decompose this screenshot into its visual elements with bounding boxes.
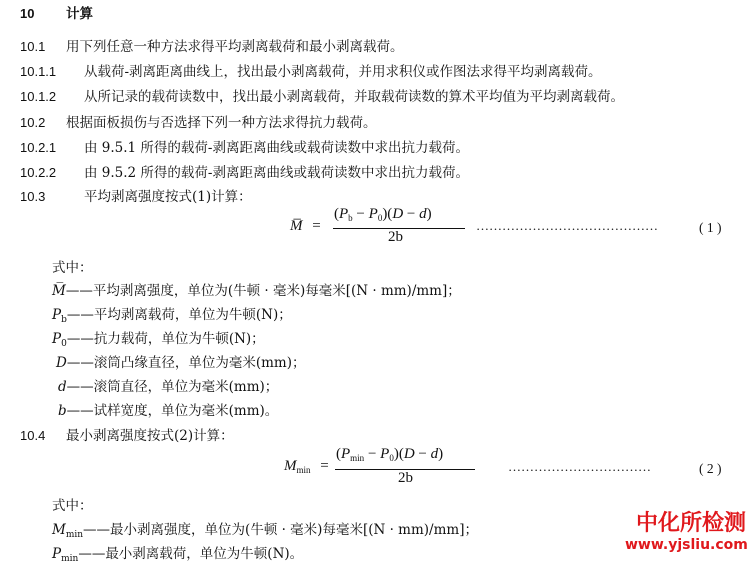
formula-2-numerator: $(P_{min} - P_0)(D - d)$ [336, 446, 444, 463]
clause-number: 10.1.2 [20, 89, 57, 104]
clause-text: 从载荷-剥离距离曲线上，找出最小剥离载荷，并用求积仪或作图法求得平均剥离载荷。 [84, 64, 602, 80]
clause-10-1-1 [20, 62, 602, 82]
clause-number: 10.1.1 [20, 64, 57, 79]
clause-number: 10.3 [20, 189, 46, 204]
formula-2-lhs: $M_{min}$ = [284, 458, 329, 475]
section-title: 计算 [66, 6, 93, 22]
def-min-load: $P_{min}——$最小剥离载荷，单位为牛顿(N)。 [52, 546, 304, 564]
clause-10-2 [20, 113, 377, 133]
clause-10-1-2 [20, 87, 624, 107]
where-label-1: 式中： [52, 260, 93, 276]
clause-text: 由 9.5.2 所得的载荷-剥离距离曲线或载荷读数中求出抗力载荷。 [84, 165, 469, 181]
formula-2-tag: ( 2 ) [699, 461, 722, 476]
clause-10-4 [20, 426, 234, 446]
clause-text: 平均剥离强度按式(1)计算： [84, 189, 252, 205]
formula-1-leader-dots: …………………………………… [476, 218, 658, 233]
formula-1-lhs: M̅ = [290, 218, 321, 234]
clause-10-2-2 [20, 163, 469, 183]
formula-2-denominator: 2b [398, 470, 413, 486]
clause-text: 根据面板损伤与否选择下列一种方法求得抗力载荷。 [66, 115, 377, 131]
clause-number: 10.2.1 [20, 140, 57, 155]
clause-number: 10.1 [20, 39, 46, 54]
clause-text: 最小剥离强度按式(2)计算： [66, 428, 234, 444]
clause-text: 用下列任意一种方法求得平均剥离载荷和最小剥离载荷。 [66, 39, 404, 55]
def-specimen-width: b——试样宽度，单位为毫米(mm)。 [58, 403, 279, 419]
def-drum-diameter: d——滚筒直径，单位为毫米(mm)； [58, 379, 279, 395]
clause-10-1 [20, 37, 404, 57]
clause-text: 由 9.5.1 所得的载荷-剥离距离曲线或载荷读数中求出抗力载荷。 [84, 140, 469, 156]
clause-10-3 [20, 187, 252, 207]
formula-1-numerator: $(P_b - P_0)(D - d)$ [334, 206, 432, 223]
clause-number: 10.2.2 [20, 165, 57, 180]
watermark-url: www.yjsliu.com [625, 537, 748, 553]
def-mean-load: $P_b——$平均剥离载荷，单位为牛顿(N)； [52, 307, 292, 325]
formula-1-denominator: 2b [388, 229, 403, 245]
clause-10-2-1 [20, 138, 469, 158]
formula-2-leader-dots: …………………………… [508, 459, 651, 474]
clause-text: 从所记录的载荷读数中，找出最小剥离载荷，并取载荷读数的算术平均值为平均剥离载荷。 [84, 89, 624, 105]
clause-number: 10.4 [20, 428, 46, 443]
def-mean-strength: M̅——平均剥离强度，单位为(牛顿 · 毫米)每毫米[(N · mm)/mm]； [52, 283, 461, 299]
section-heading [20, 4, 93, 24]
where-label-2: 式中： [52, 498, 93, 514]
clause-number: 10.2 [20, 115, 46, 130]
def-flange-diameter: D——滚筒凸缘直径，单位为毫米(mm)； [56, 355, 306, 371]
watermark-name: 中化所检测 [636, 511, 747, 536]
formula-1-tag: ( 1 ) [699, 220, 722, 235]
def-min-strength: $M_{min}——$最小剥离强度，单位为(牛顿 · 毫米)每毫米[(N · mm)/mm]； [52, 522, 478, 540]
section-number: 10 [20, 6, 35, 21]
def-resist-load: $P_0——$抗力载荷，单位为牛顿(N)； [52, 331, 265, 349]
